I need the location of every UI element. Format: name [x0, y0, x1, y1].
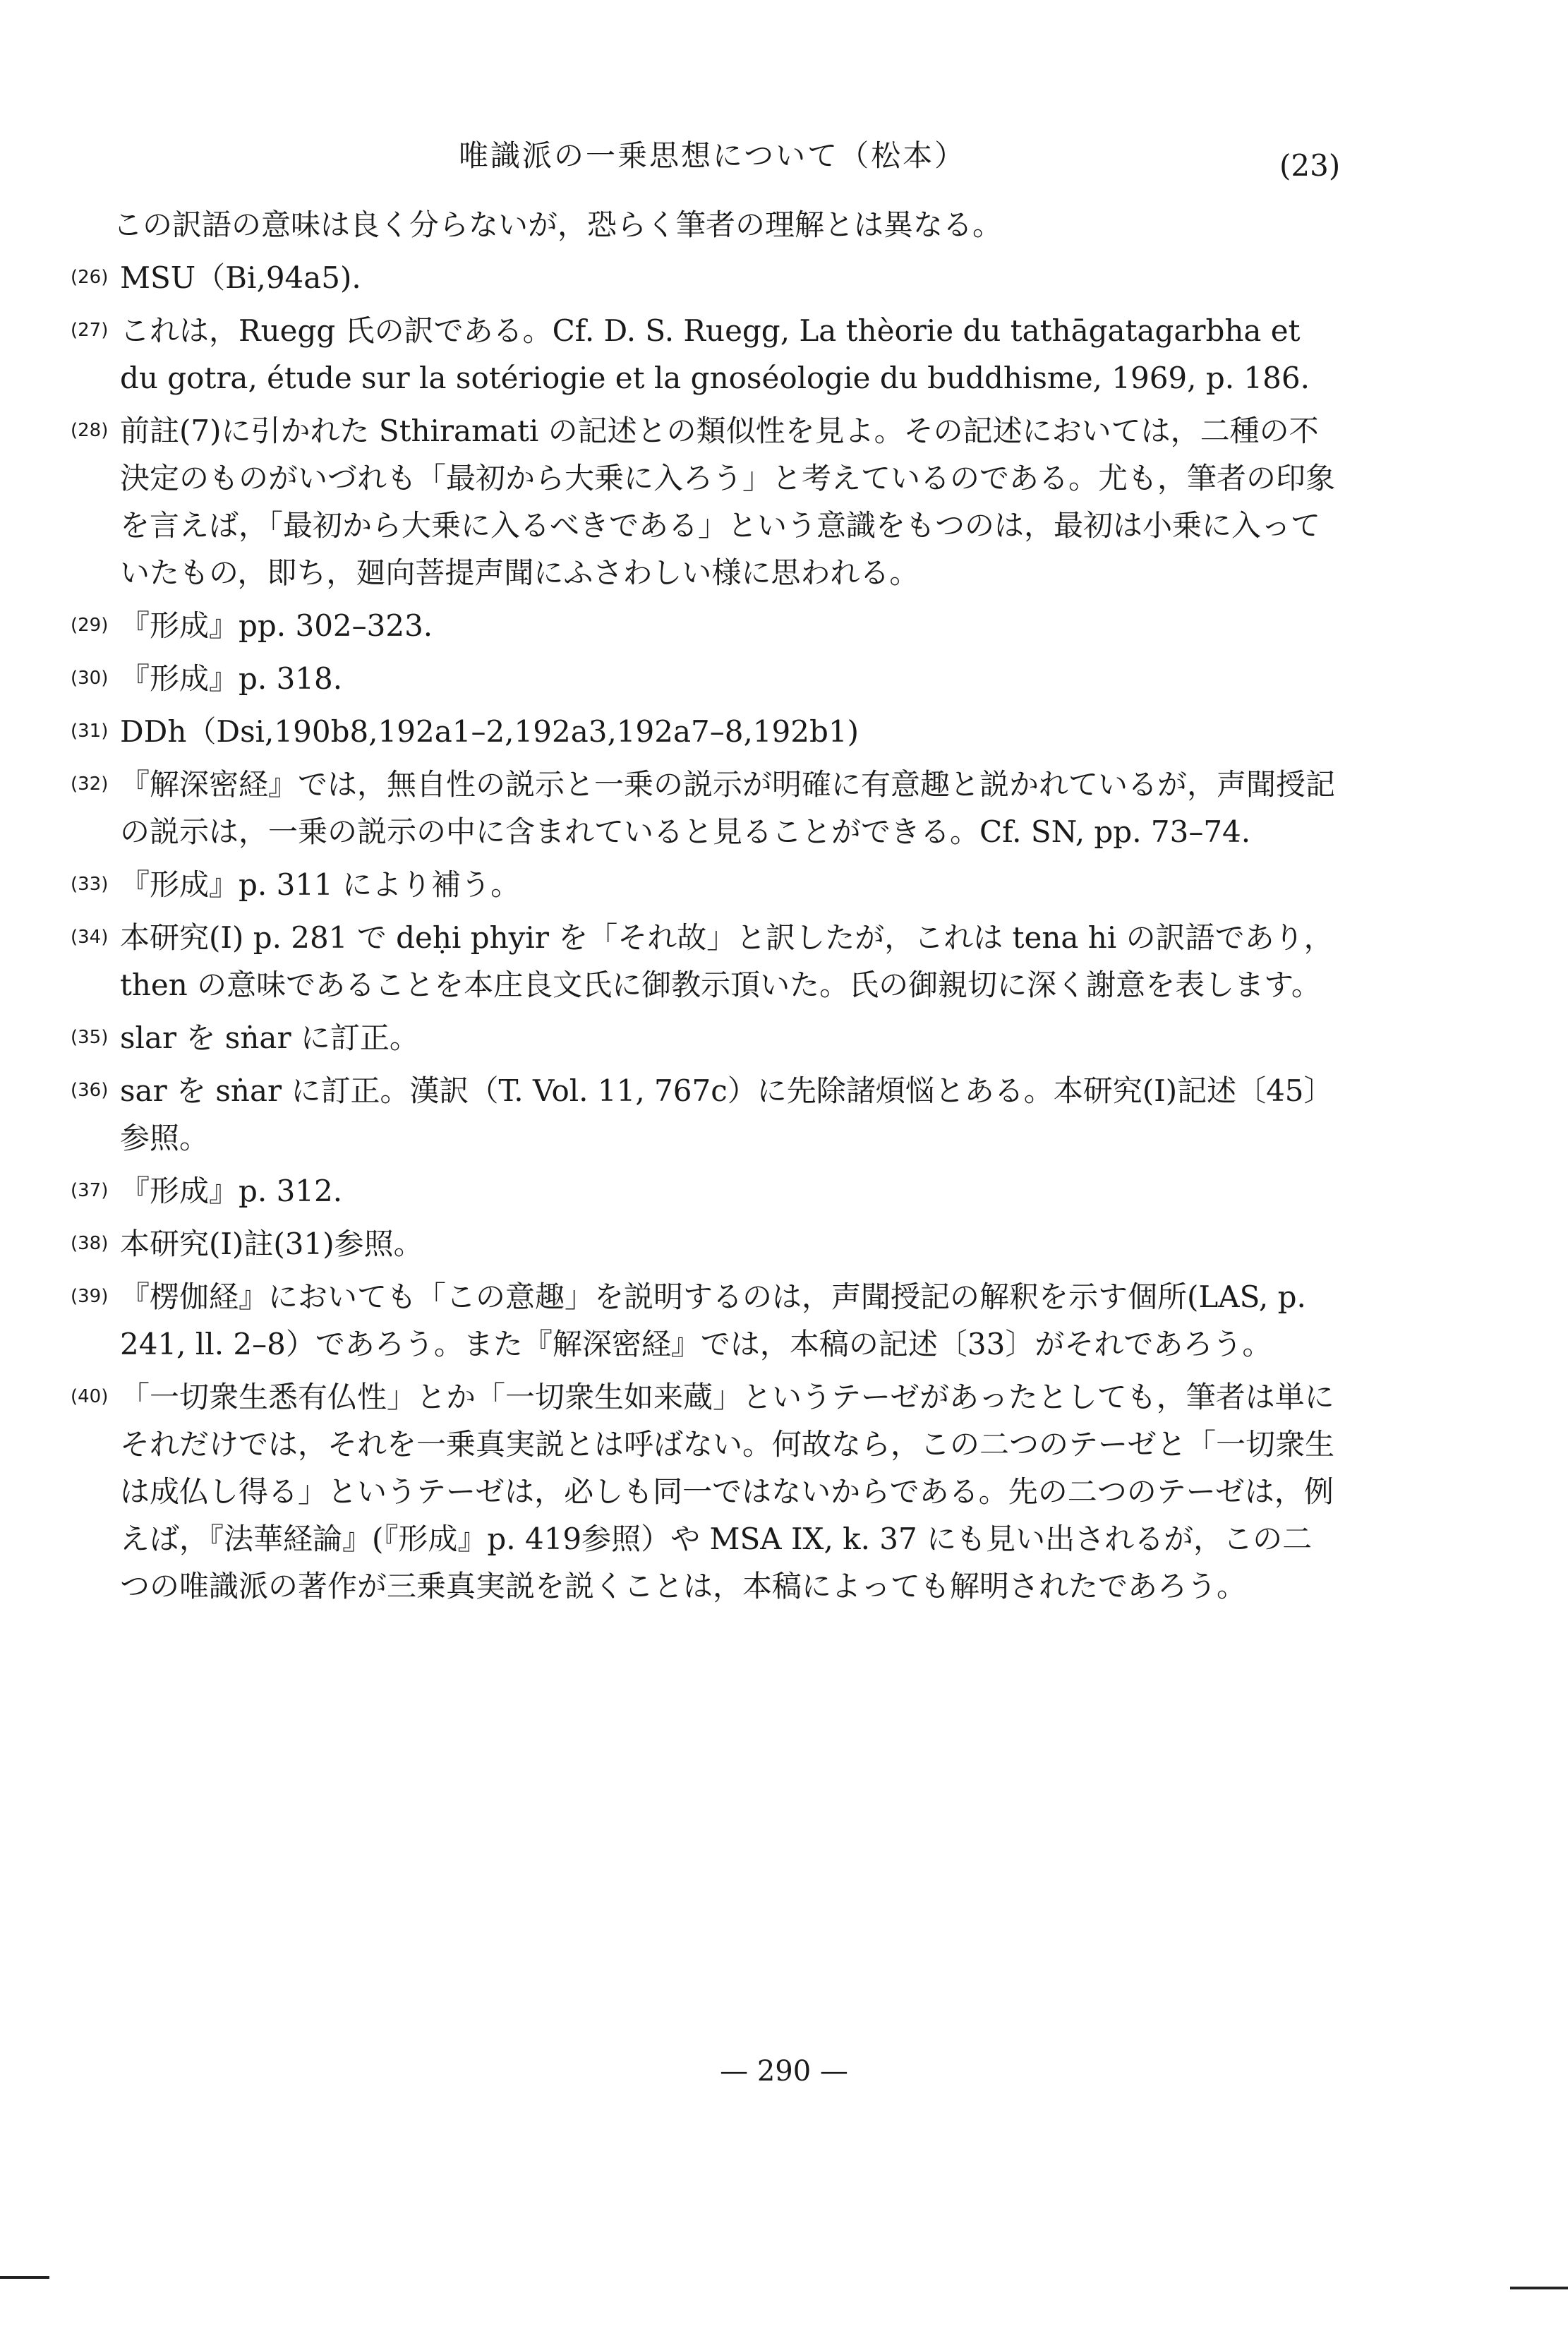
footnote [71, 254, 1341, 301]
footnote-number: (35) [71, 1027, 109, 1048]
footnote-text: sar を sṅar に訂正。漢訳（T. Vol. 11, 767c）に先除諸煩悩とある。本研究(I)記述〔45〕参照。 [120, 1073, 1334, 1155]
footnote-text: これは，Ruegg 氏の訳である。Cf. D. S. Ruegg, La thèorie du tathāgatagarbha et du gotra, étude sur la sotériogie et la gnoséologie du buddhisme, 1969, p. 186. [120, 313, 1310, 395]
scan-edge-mark [1510, 2287, 1568, 2289]
footnote [71, 914, 1341, 1009]
footnote [71, 761, 1341, 855]
footnote [71, 1273, 1341, 1368]
footnote [71, 602, 1341, 649]
footnote [71, 307, 1341, 402]
footnote-text: 『解深密経』では，無自性の説示と一乗の説示が明確に有意趣と説かれているが，声聞授記の説示は，一乗の説示の中に含まれていると見ることができる。Cf. SN, pp. 73–74. [120, 767, 1336, 849]
footnote-text: 『形成』p. 318. [120, 661, 343, 696]
footnote-number: (27) [71, 320, 109, 341]
continued-note-text: この訳語の意味は良く分らないが，恐らく筆者の理解とは異なる。 [113, 207, 1003, 242]
footnote-text: DDh（Dsi,190b8,192a1–2,192a3,192a7–8,192b1) [120, 714, 859, 749]
footnote-number: (37) [71, 1180, 109, 1201]
footnote-number: (26) [71, 267, 109, 288]
folio-page-number: — 290 — [720, 2055, 848, 2088]
footnote-text: 『楞伽経』においても「この意趣」を説明するのは，声聞授記の解釈を示す個所(LAS, p. 241, ll. 2–8）であろう。また『解深密経』では，本稿の記述〔33〕がそれであろう。 [120, 1280, 1306, 1361]
footnote-number: (33) [71, 874, 109, 895]
footnote-text: 『形成』pp. 302–323. [120, 608, 433, 643]
footnote-text: 『形成』p. 311 により補う。 [120, 867, 521, 902]
footnote-text: 本研究(I)註(31)参照。 [120, 1227, 423, 1261]
footnote-number: (34) [71, 927, 109, 948]
footnote [71, 708, 1341, 755]
footnote [71, 1067, 1341, 1162]
footnote-number: (31) [71, 721, 109, 742]
scan-edge-mark [0, 2276, 49, 2279]
footnote-number: (38) [71, 1233, 109, 1254]
footnote-number: (40) [71, 1386, 109, 1407]
footnote [71, 1014, 1341, 1061]
footnote-number: (30) [71, 668, 109, 689]
footnote [71, 1220, 1341, 1268]
footnote-text: 「一切衆生悉有仏性」とか「一切衆生如来蔵」というテーゼがあったとしても，筆者は単にそれだけでは，それを一乗真実説とは呼ばない。何故なら，この二つのテーゼと「一切衆生は成仏し得る」というテーゼは，必しも同一ではないからである。先の二つのテーゼは，例えば，『法華経論』(『形成』p. 419参照）や MSA IX, k. 37 にも見い出されるが，この二つの唯識派の著作が三乗真実説を説くことは，本稿によっても解明されたであろう。 [120, 1380, 1335, 1603]
footnote-number: (32) [71, 773, 109, 795]
footnote-number: (28) [71, 420, 109, 441]
footnote [71, 861, 1341, 908]
footnote [71, 655, 1341, 702]
journal-page-number: (23) [1279, 148, 1341, 183]
running-header-title: 唯識派の一乗思想について（松本） [459, 138, 967, 173]
footnote [71, 1167, 1341, 1215]
footnote-text: 前註(7)に引かれた Sthiramati の記述との類似性を見よ。その記述においては，二種の不決定のものがいづれも「最初から大乗に入ろう」と考えているのである。尤も，筆者の印象を言えば，「最初から大乗に入るべきである」という意識をもつのは，最初は小乗に入っていたもの，即ち，廻向菩提声聞にふさわしい様に思われる。 [120, 414, 1336, 590]
footnotes-section [71, 201, 1341, 1610]
footnote-number: (29) [71, 615, 109, 636]
footnote-text: MSU（Bi,94a5). [120, 260, 361, 295]
footnote-text: 『形成』p. 312. [120, 1174, 343, 1208]
footnote [71, 407, 1341, 596]
footnote-text: slar を sṅar に訂正。 [120, 1021, 419, 1055]
footnote-number: (36) [71, 1080, 109, 1101]
footnote-text: 本研究(I) p. 281 で deḥi phyir を「それ故」と訳したが，これは tena hi の訳語であり，then の意味であることを本庄良文氏に御教示頂いた。氏の御親切に深く謝意を表します。 [120, 920, 1334, 1002]
footnote [71, 1373, 1341, 1610]
footnote-number: (39) [71, 1286, 109, 1307]
